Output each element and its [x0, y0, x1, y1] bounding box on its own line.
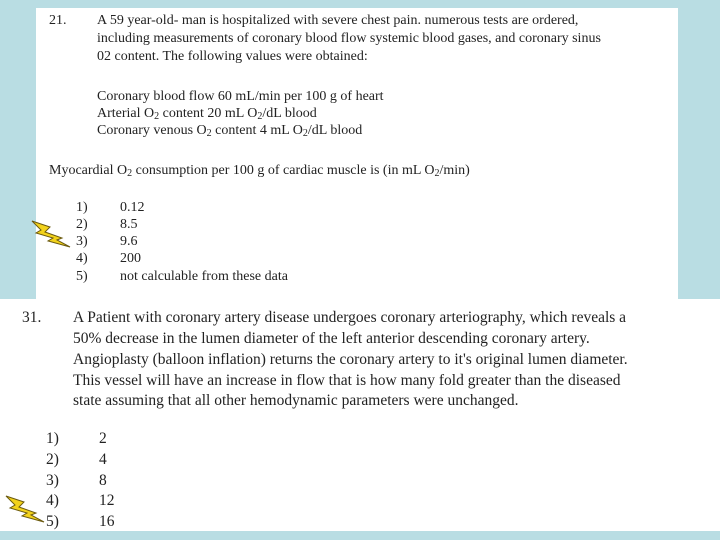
q31-option-1-number: 1) — [46, 430, 59, 447]
q31-option-4-text: 12 — [99, 492, 115, 509]
question-31-stem-line-3: Angioplasty (balloon inflation) returns the coronary artery to it's original lumen diameter. — [73, 351, 628, 368]
question-21-prompt: Myocardial $O_2$ consumption per 100 g of cardiac muscle is (in mL $O_2/\min$) — [49, 163, 470, 179]
question-21-stem-line-1: A 59 year-old- man is hospitalized with severe chest pain. numerous tests are ordered, — [97, 13, 579, 28]
q21-option-5-number: 5) — [76, 269, 88, 284]
question-21-stem-line-3: 02 content. The following values were obtained: — [97, 49, 368, 64]
q31-option-3-number: 3) — [46, 472, 59, 489]
value-coronary-blood-flow: Coronary blood flow 60 mL/min per 100 g of heart — [97, 89, 384, 104]
q31-option-2-text: 4 — [99, 451, 107, 468]
q21-option-4-text: 200 — [120, 251, 141, 266]
lightning-icon — [28, 219, 72, 249]
question-21-number: 21. — [49, 13, 67, 28]
q31-option-2-number: 2) — [46, 451, 59, 468]
q21-option-5-text: not calculable from these data — [120, 269, 288, 284]
value-coronary-venous-o2: Coronary venous $O_2$ content 4 mL $O_2/dL$ blood — [97, 123, 363, 139]
q21-option-2-text: 8.5 — [120, 217, 138, 232]
question-31-stem-line-5: state assuming that all other hemodynamic parameters were unchanged. — [73, 392, 519, 409]
question-31-stem-line-4: This vessel will have an increase in flow that is how many fold greater than the diseased — [73, 372, 621, 389]
q21-option-3-text: 9.6 — [120, 234, 138, 249]
q21-option-3-number: 3) — [76, 234, 88, 249]
q31-option-3-text: 8 — [99, 472, 107, 489]
lightning-icon — [2, 494, 46, 524]
question-31-stem-line-2: 50% decrease in the lumen diameter of the left anterior descending coronary artery. — [73, 330, 590, 347]
q21-option-4-number: 4) — [76, 251, 88, 266]
q21-option-1-number: 1) — [76, 200, 88, 215]
q31-option-1-text: 2 — [99, 430, 107, 447]
q21-option-2-number: 2) — [76, 217, 88, 232]
q31-option-5-text: 16 — [99, 513, 115, 530]
value-arterial-o2: Arterial $O_2$ content 20 mL $O_2/dL$ blood — [97, 106, 317, 122]
q31-option-4-number: 4) — [46, 492, 59, 509]
question-21-stem-line-2: including measurements of coronary blood flow systemic blood gases, and coronary sinus — [97, 31, 601, 46]
q21-option-1-text: 0.12 — [120, 200, 145, 215]
question-31-number: 31. — [22, 309, 42, 326]
question-31-stem-line-1: A Patient with coronary artery disease undergoes coronary arteriography, which reveals a — [73, 309, 627, 326]
q31-option-5-number: 5) — [46, 513, 59, 530]
